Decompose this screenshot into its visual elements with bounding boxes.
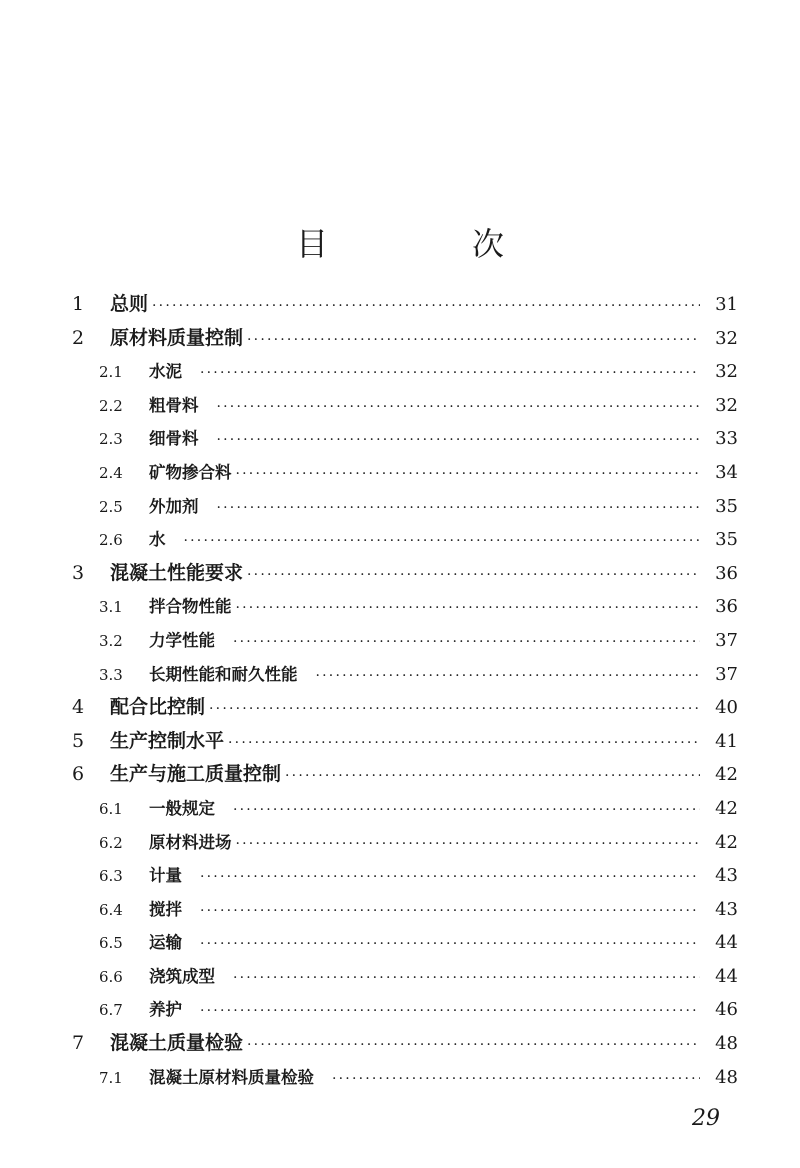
toc-entry[interactable]: [72, 960, 738, 994]
toc-entry[interactable]: [72, 792, 738, 826]
toc-entry-number: 3.3: [99, 665, 123, 684]
toc-entry-number: 6.7: [99, 1001, 123, 1020]
toc-entry-page: 42: [715, 831, 738, 853]
toc-entry-title: 粗骨料: [149, 395, 199, 415]
toc-entry-title: 生产与施工质量控制: [110, 763, 282, 786]
toc-entry-number: 2.2: [99, 396, 123, 415]
toc-entry-title: 原材料质量控制: [110, 326, 244, 349]
page-title: 目 次: [295, 225, 560, 264]
toc-entry-page: 44: [715, 932, 738, 954]
toc-entry-title: 混凝土质量检验: [110, 1032, 244, 1055]
page-number: 29: [692, 1106, 720, 1131]
toc-entry-number: 1: [72, 293, 85, 315]
dot-leader: [200, 895, 700, 929]
toc-entry-number: 6.3: [99, 867, 123, 886]
toc-entry-number: 7: [72, 1032, 85, 1055]
dot-leader: [247, 559, 700, 593]
dot-leader: [247, 324, 700, 358]
toc-entry-number: 4: [72, 696, 85, 719]
toc-entry-title: 原材料进场: [149, 832, 232, 852]
toc-entry-page: 42: [715, 764, 738, 786]
toc-entry[interactable]: [72, 389, 738, 423]
toc-entry-page: 35: [715, 495, 738, 517]
toc-entry-title: 长期性能和耐久性能: [149, 664, 298, 684]
toc-entry[interactable]: [72, 658, 738, 692]
toc-entry-title: 养护: [149, 1000, 182, 1020]
dot-leader: [236, 458, 701, 492]
toc-entry-page: 33: [715, 428, 738, 450]
toc-entry-page: 34: [715, 461, 738, 483]
toc-entry-page: 48: [715, 1066, 738, 1088]
toc-entry[interactable]: [72, 557, 738, 591]
dot-leader: [184, 525, 701, 559]
toc-entry-page: 37: [715, 629, 738, 651]
toc-entry-page: 40: [715, 697, 738, 719]
toc-entry-page: 43: [715, 898, 738, 920]
toc-entry[interactable]: [72, 355, 738, 389]
toc-entry-title: 混凝土原材料质量检验: [149, 1067, 314, 1087]
toc-entry[interactable]: [72, 893, 738, 927]
toc-entry-page: 32: [715, 327, 738, 349]
toc-entry-page: 43: [715, 865, 738, 887]
toc-entry-number: 3.1: [99, 598, 123, 617]
toc-entry-number: 7.1: [99, 1068, 123, 1087]
dot-leader: [233, 794, 700, 828]
toc-entry[interactable]: [72, 490, 738, 524]
toc-entry-page: 31: [715, 294, 738, 315]
toc-entry[interactable]: [72, 725, 738, 759]
toc-entry-number: 6.6: [99, 967, 123, 986]
toc-entry-number: 3.2: [99, 631, 123, 650]
dot-leader: [233, 962, 700, 996]
toc-entry-number: 6.1: [99, 799, 123, 818]
toc-entry-page: 42: [715, 797, 738, 819]
dot-leader: [200, 357, 700, 391]
toc-entry-number: 6.5: [99, 934, 123, 953]
toc-entry-page: 36: [715, 562, 738, 584]
toc-entry-page: 48: [715, 1033, 738, 1055]
toc-entry[interactable]: [72, 758, 738, 792]
toc-entry[interactable]: [72, 624, 738, 658]
toc-entry-number: 2.4: [99, 463, 123, 482]
toc-entry-title: 混凝土性能要求: [110, 561, 244, 584]
dot-leader: [285, 760, 700, 794]
toc-entry[interactable]: [72, 826, 738, 860]
dot-leader: [247, 1029, 700, 1063]
toc-entry[interactable]: [72, 422, 738, 456]
table-of-contents: [72, 288, 738, 1094]
dot-leader: [200, 861, 700, 895]
toc-entry-number: 2.1: [99, 363, 123, 382]
toc-entry-page: 35: [715, 529, 738, 551]
toc-entry[interactable]: [72, 523, 738, 557]
dot-leader: [200, 928, 700, 962]
toc-entry[interactable]: [72, 691, 738, 725]
toc-entry-page: 41: [715, 730, 738, 752]
toc-entry-title: 水: [149, 530, 166, 550]
toc-entry-title: 总则: [110, 293, 149, 315]
toc-entry-number: 6.2: [99, 833, 123, 852]
toc-entry-title: 外加剂: [149, 496, 199, 516]
dot-leader: [209, 693, 700, 727]
toc-entry-page: 44: [715, 965, 738, 987]
toc-entry-page: 46: [715, 999, 738, 1021]
toc-entry-number: 2.3: [99, 430, 123, 449]
toc-entry-title: 生产控制水平: [110, 729, 225, 752]
toc-entry-page: 32: [715, 361, 738, 383]
toc-entry-title: 运输: [149, 933, 182, 953]
toc-entry-title: 水泥: [149, 362, 182, 382]
toc-entry-title: 浇筑成型: [149, 966, 215, 986]
dot-leader: [200, 995, 700, 1029]
toc-entry-title: 一般规定: [149, 798, 215, 818]
dot-leader: [228, 727, 700, 761]
dot-leader: [217, 391, 701, 425]
toc-entry-number: 2.6: [99, 531, 123, 550]
toc-entry[interactable]: [72, 926, 738, 960]
toc-entry-title: 搅拌: [149, 899, 182, 919]
dot-leader: [236, 592, 701, 626]
toc-entry-title: 细骨料: [149, 429, 199, 449]
toc-entry[interactable]: [72, 1027, 738, 1061]
dot-leader: [217, 424, 701, 458]
toc-entry[interactable]: [72, 456, 738, 490]
dot-leader: [236, 828, 701, 862]
dot-leader: [217, 492, 701, 526]
toc-entry[interactable]: [72, 1061, 738, 1095]
toc-entry-number: 3: [72, 561, 85, 584]
dot-leader: [233, 626, 700, 660]
toc-entry[interactable]: [72, 859, 738, 893]
toc-entry[interactable]: [72, 322, 738, 356]
toc-entry-title: 力学性能: [149, 630, 215, 650]
toc-entry[interactable]: [72, 288, 738, 322]
toc-entry-number: 5: [72, 729, 85, 752]
toc-entry-page: 32: [715, 394, 738, 416]
toc-entry-title: 拌合物性能: [149, 597, 232, 617]
toc-entry-number: 6.4: [99, 900, 123, 919]
toc-entry[interactable]: [72, 590, 738, 624]
toc-entry-page: 37: [715, 663, 738, 685]
toc-entry-number: 2: [72, 326, 85, 349]
toc-entry-number: 2.5: [99, 497, 123, 516]
toc-entry[interactable]: [72, 993, 738, 1027]
toc-entry-number: 6: [72, 763, 85, 786]
dot-leader: [152, 290, 700, 324]
toc-entry-title: 矿物掺合料: [149, 462, 232, 482]
dot-leader: [316, 660, 701, 694]
dot-leader: [332, 1063, 700, 1097]
toc-entry-page: 36: [715, 596, 738, 618]
toc-entry-title: 计量: [149, 866, 182, 886]
toc-entry-title: 配合比控制: [110, 696, 206, 719]
